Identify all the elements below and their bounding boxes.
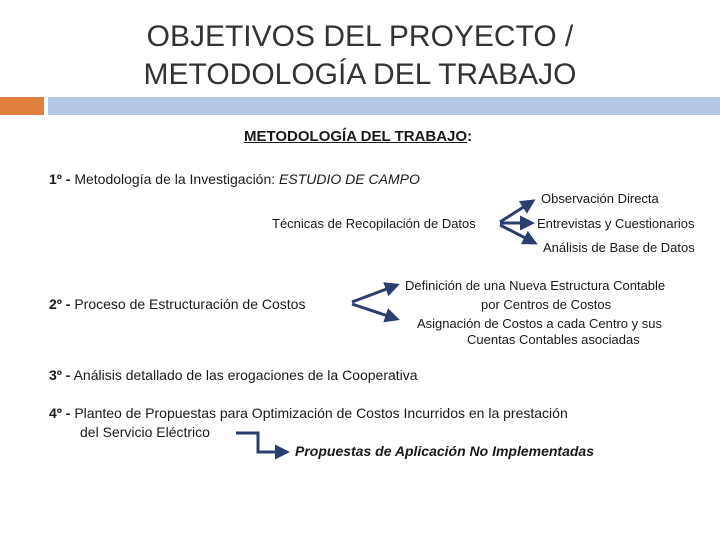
slide-title-line1: OBJETIVOS DEL PROYECTO / (146, 20, 574, 53)
result-2a-line2: por Centros de Costos (481, 297, 612, 312)
item-2-number: 2º - (49, 296, 71, 312)
arrow-to-observacion (500, 201, 533, 222)
technique-entrevistas: Entrevistas y Cuestionarios (537, 216, 695, 231)
item-3-number: 3º - (49, 367, 71, 383)
techniques-label: Técnicas de Recopilación de Datos (272, 216, 476, 231)
item-4-line1: Planteo de Propuestas para Optimización de Costos Incurridos en la prestación (74, 405, 568, 421)
result-2a-line1: Definición de una Nueva Estructura Contable (405, 278, 666, 293)
item-4-number: 4º - (49, 405, 71, 421)
item-2-text: Proceso de Estructuración de Costos (74, 296, 306, 312)
item-1-text: Metodología de la Investigación: (74, 171, 276, 187)
item-4-result: Propuestas de Aplicación No Implementadas (295, 443, 595, 459)
arrow-to-result-2a (352, 285, 397, 302)
item-1-number: 1º - (49, 171, 71, 187)
result-2b-line2: Cuentas Contables asociadas (467, 332, 640, 347)
arrow-to-result-2b (352, 304, 397, 319)
technique-observacion: Observación Directa (541, 191, 659, 206)
item-1-value: ESTUDIO DE CAMPO (279, 171, 420, 187)
arrow-to-item-4-result (236, 433, 287, 452)
slide-title-line2: METODOLOGÍA DEL TRABAJO (143, 58, 577, 91)
section-heading-text: METODOLOGÍA DEL TRABAJO (244, 128, 468, 145)
result-2b-line1: Asignación de Costos a cada Centro y sus (417, 316, 662, 331)
technique-analisis: Análisis de Base de Datos (543, 240, 695, 255)
item-3-text: Análisis detallado de las erogaciones de la Cooperativa (73, 367, 418, 383)
section-heading-suffix: : (467, 128, 473, 145)
item-4-line2: del Servicio Eléctrico (80, 424, 210, 440)
arrow-to-analisis (500, 225, 535, 243)
